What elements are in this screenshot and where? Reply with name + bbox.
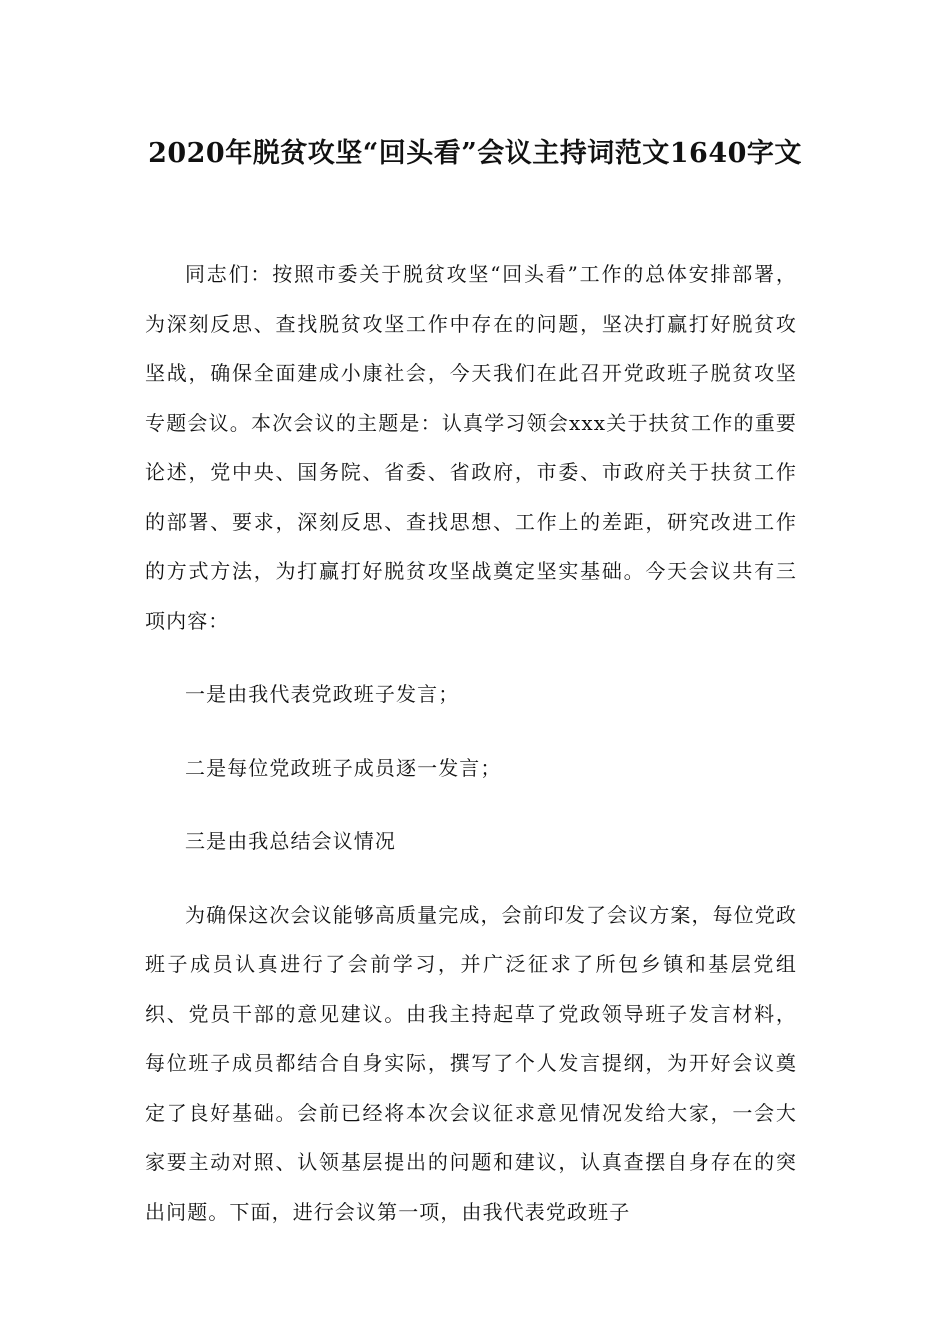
paragraph-item-one: 一是由我代表党政班子发言； xyxy=(185,682,460,706)
paragraph-item-two: 二是每位党政班子成员逐一发言； xyxy=(185,755,502,780)
paragraph-intro: 同志们：按照市委关于脱贫攻坚“回头看”工作的总体安排部署，为深刻反思、查找脱贫攻坚工作中存在的问题，坚决打赢打好脱贫攻坚战，确保全面建成小康社会，今天我们在此召开党政班子脱贫攻坚专题会议。本次会议的主题是：认真学习领会xxx关于扶贫工作的重要论述，党中央、国务院、省委、省政府，市委、市政府关于扶贫工作的部署、要求，深刻反思、查找思想、工作上的差距，研究改进工作的方式方法，为打赢打好脱贫攻坚战奠定坚实基础。今天会议共有三项内容： xyxy=(145,262,797,633)
paragraph-item-three: 三是由我总结会议情况 xyxy=(185,829,396,853)
paragraph-preparation: 为确保这次会议能够高质量完成，会前印发了会议方案，每位党政班子成员认真进行了会前学习，并广泛征求了所包乡镇和基层党组织、党员干部的意见建议。由我主持起草了党政领导班子发言材料，每位班子成员都结合自身实际，撰写了个人发言提纲，为开好会议奠定了良好基础。会前已经将本次会议征求意见情况发给大家，一会大家要主动对照、认领基层提出的问题和建议，认真查摆自身存在的突出问题。下面，进行会议第一项，由我代表党政班子 xyxy=(145,902,797,1224)
document-body xyxy=(145,250,797,1237)
document-title: 2020年脱贫攻坚“回头看”会议主持词范文1640字文 xyxy=(148,138,802,169)
